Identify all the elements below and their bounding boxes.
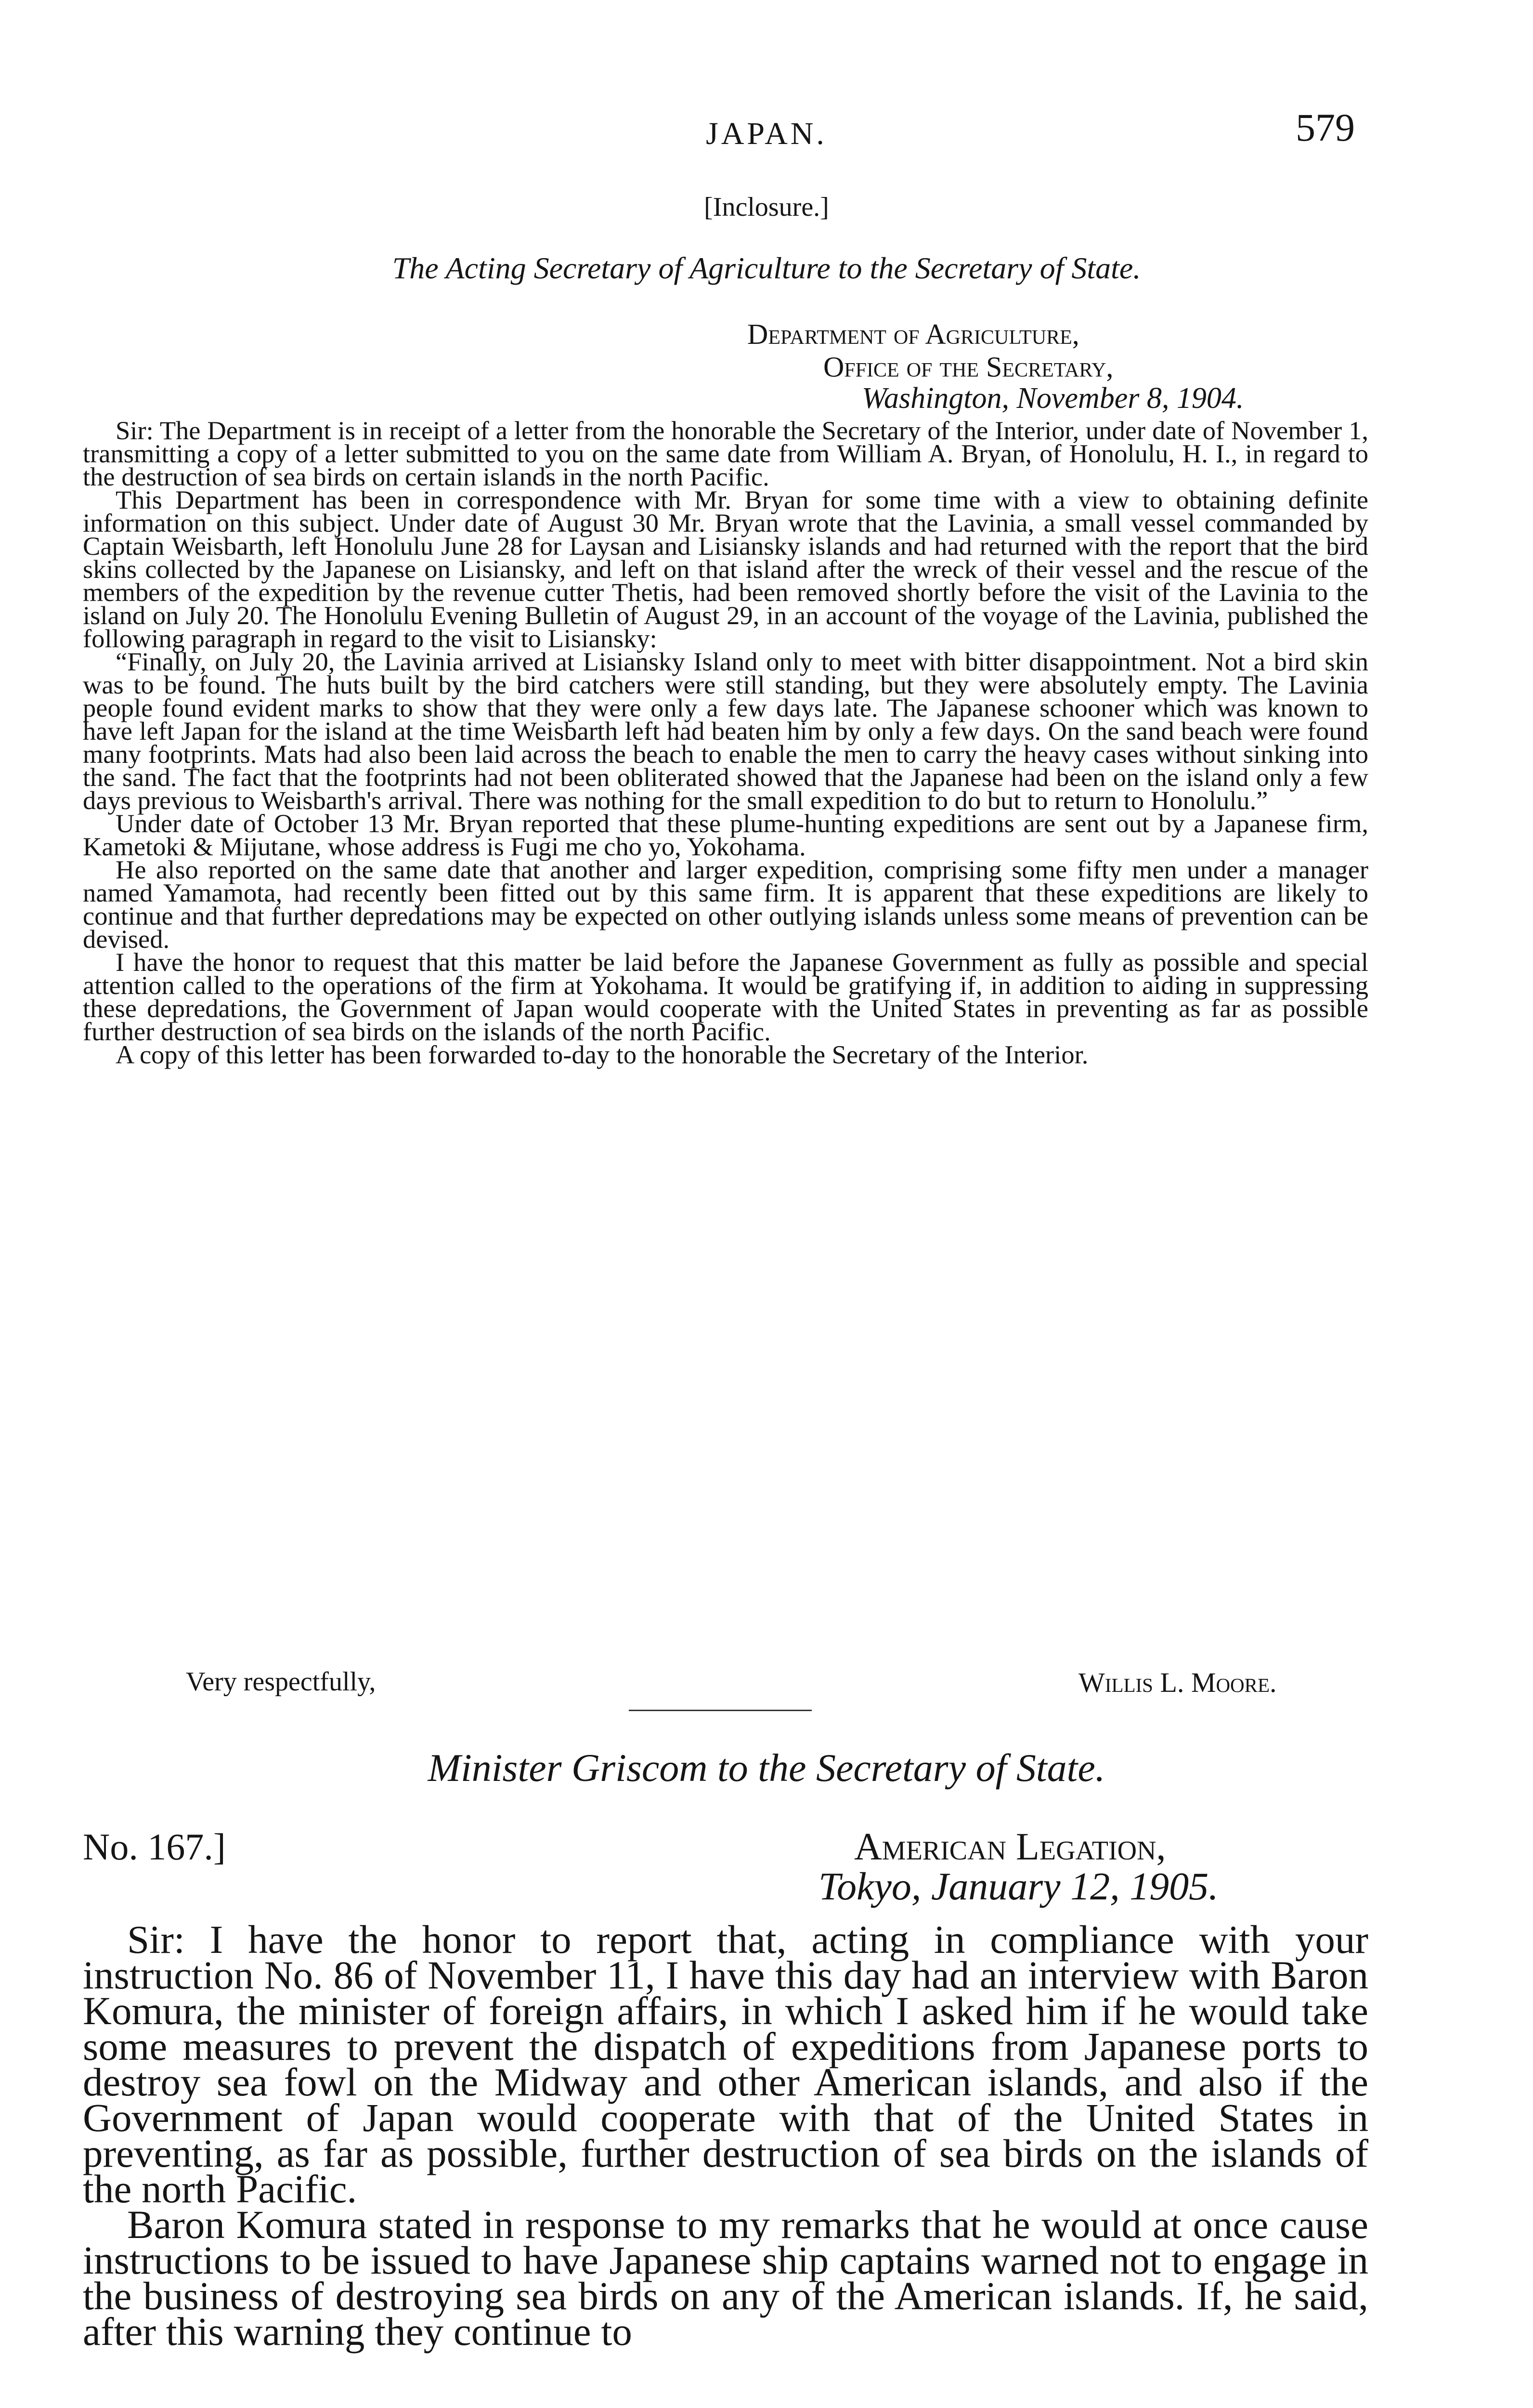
paragraph-5: He also reported on the same date that another and larger expedition, comprising some fifty men under a manager named Yamamota, had recently been fitted out by this same firm. It is apparent that these expeditions are likely to continue and that further depredations may be expected on other outlying islands unless some means of prevention can be devised. bbox=[83, 855, 1368, 954]
paragraph-2: This Department has been in correspondence with Mr. Bryan for some time with a view to obtaining definite information on this subject. Under date of August 30 Mr. Bryan wrote that the Lavinia, a small vessel commanded by Captain Weisbarth, left Honolulu June 28 for Laysan and Lisiansky islands and had returned with the report that the bird skins collected by the Japanese on Lisiansky, and left on that island after the wreck of their vessel and the rescue of the members of the expedition by the revenue cutter Thetis, had been removed shortly before the visit of the Lavinia to the island on July 20. The Honolulu Evening Bulletin of August 29, in an account of the voyage of the Lavinia, published the following paragraph in regard to the visit to Lisiansky: bbox=[83, 485, 1368, 653]
paragraph-4: Under date of October 13 Mr. Bryan reported that these plume-hunting expeditions are sent out by a Japanese firm, Kametoki & Mijutane, whose address is Fugi me cho yo, Yokohama. bbox=[83, 809, 1368, 861]
address-legation: American Legation, bbox=[854, 1826, 1166, 1868]
enclosure-label: [Inclosure.] bbox=[704, 192, 829, 222]
paragraph-quote: “Finally, on July 20, the Lavinia arrived at Lisiansky Island only to meet with bitter disappointment. Not a bird skin was to be found. The huts built by the bird catchers were still standing, but they were absolutely empty. The Lavinia people found evident marks to show that they were only a few days late. The Japanese schooner which was known to have left Japan for the island at the time Weisbarth left had beaten him by only a few days. On the sand beach were found many footprints. Mats had also been laid across the beach to enable the men to carry the heavy cases without sinking into the sand. The fact that the footprints had not been obliterated showed that the Japanese had been on the island only a few days previous to Weisbarth's arrival. There was nothing for the small expedition to do but to return to Honolulu.” bbox=[83, 647, 1368, 815]
letter-heading-griscom: Minister Griscom to the Secretary of State. bbox=[428, 1746, 1105, 1790]
letter-body-griscom bbox=[83, 1917, 1368, 2354]
address-department: Department of Agriculture, bbox=[747, 318, 1079, 350]
page-number: 579 bbox=[1296, 105, 1355, 149]
closing-phrase: Very respectfully, bbox=[186, 1667, 376, 1697]
letter-body-agriculture bbox=[83, 416, 1368, 1069]
letter-heading-agriculture: The Acting Secretary of Agriculture to the Secretary of State. bbox=[392, 251, 1141, 285]
running-header: JAPAN. bbox=[706, 116, 827, 151]
section-divider bbox=[629, 1710, 812, 1711]
paragraph-griscom-1: Sir: I have the honor to report that, acting in compliance with your instruction No. 86 of November 11, I have this day had an interview with Baron Komura, the minister of foreign affairs, in which I asked him if he would take some measures to prevent the dispatch of expeditions from Japanese ports to destroy sea fowl on the Midway and other American islands, and also if the Government of Japan would cooperate with that of the United States in preventing, as far as possible, further destruction of sea birds on the islands of the north Pacific. bbox=[83, 1917, 1368, 2211]
paragraph-griscom-2: Baron Komura stated in response to my remarks that he would at once cause instructions to be issued to have Japanese ship captains warned not to engage in the business of destroying sea birds on any of the American islands. If, he said, after this warning they continue to bbox=[83, 2202, 1368, 2354]
paragraph-1: Sir: The Department is in receipt of a letter from the honorable the Secretary of the Interior, under date of November 1, transmitting a copy of a letter submitted to you on the same date from William A. Bryan, of Honolulu, H. I., in regard to the destruction of sea birds on certain islands in the north Pacific. bbox=[83, 416, 1368, 491]
address-date: Washington, November 8, 1904. bbox=[862, 382, 1244, 415]
signature: Willis L. Moore. bbox=[1078, 1667, 1277, 1698]
paragraph-7: A copy of this letter has been forwarded to-day to the honorable the Secretary of the Interior. bbox=[116, 1040, 1089, 1069]
dispatch-number: No. 167.] bbox=[83, 1826, 226, 1868]
paragraph-6: I have the honor to request that this matter be laid before the Japanese Government as fully as possible and special attention called to the operations of the firm at Yokohama. It would be gratifying if, in addition to aiding in suppressing these depredations, the Government of Japan would cooperate with the United States in preventing as far as possible further destruction of sea birds on the islands of the north Pacific. bbox=[83, 947, 1368, 1046]
address-tokyo-date: Tokyo, January 12, 1905. bbox=[818, 1864, 1219, 1908]
address-office: Office of the Secretary, bbox=[823, 351, 1114, 383]
